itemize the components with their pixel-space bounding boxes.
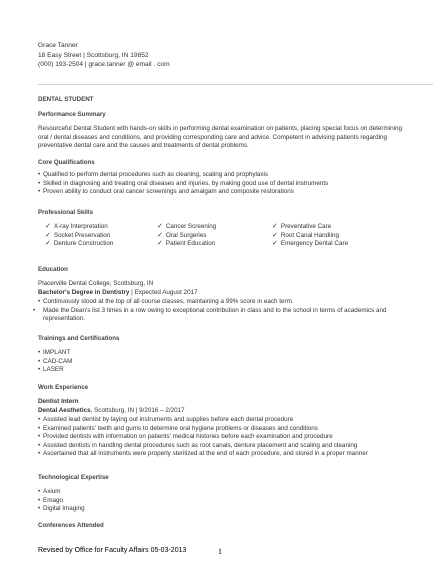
resume-title: DENTAL STUDENT [38,96,94,103]
performance-summary-text: Resourceful Dental Student with hands-on skills in performing dental examination on patients, placing special focus on determining oral / dental diseases and conditions, and providing corresponding care and advice. Competent in advising patients regarding preventative dental care and the causes and treatments of dental problems. [38,125,403,150]
list-item: • Ascertained that all instruments were properly sterilized at the end of each procedure, and stored in a proper manner [38,450,368,457]
technological-expertise-list [38,488,418,514]
list-item: • Proven ability to conduct oral cancer screenings and amalgam and composite restorations [38,188,294,195]
skills-row [45,231,405,240]
work-employer-line [38,407,185,416]
skill-item: Cancer Screening [165,223,217,230]
list-item: • Digital Imaging [38,505,85,512]
skill-item: Oral Surgeries [165,231,207,239]
education-degree: Bachelor's Degree in Dentistry [38,289,130,296]
skill-item: Socket Preservation [53,231,111,239]
skill-item: X-ray Interpretation [53,223,108,230]
skills-row [45,222,405,231]
work-experience-heading: Work Experience [38,384,89,391]
education-degree-line [38,289,198,298]
education-school: Placerville Dental College, Scottsburg, IN [38,280,154,287]
list-item: • LASER [38,366,64,373]
header-divider [38,84,433,85]
check-icon: ✓ [157,230,163,239]
candidate-phone-email: (000) 193-2504 | grace.tanner @ email . com [38,61,170,68]
skill-item: Root Canal Handling [280,231,339,239]
page-number: 1 [218,547,222,556]
check-icon: ✓ [157,239,163,248]
check-icon: ✓ [45,239,51,248]
list-item: • IMPLANT [38,349,71,356]
candidate-name: Grace Tanner [38,42,78,49]
skill-item: Patient Education [165,240,216,248]
skill-item: Denture Construction [53,240,114,248]
contact-block [38,41,170,70]
conferences-heading: Conferences Attended [38,522,104,529]
check-icon: ✓ [45,222,51,230]
list-item: • Assisted lead dentist by laying out instruments and supplies before each dental procedure [38,416,294,423]
work-employer: Dental Aesthetics [38,407,91,414]
list-item: • Assisted dentists in handling dental procedures such as root canals, denture placement and scaling and cleaning [38,441,358,449]
list-item: • Made the Dean's list 3 times in a row owing to exceptional contribution in class and to the school in terms of academics and representation. [33,306,387,322]
trainings-heading: Trainings and Certifications [38,335,120,342]
list-item: • Skilled in diagnosing and treating oral diseases and injuries, by making good use of dental instruments [38,179,329,187]
check-icon: ✓ [272,230,278,239]
work-duties-list [38,416,418,459]
education-heading: Education [38,266,68,273]
core-qualifications-list [38,171,418,197]
list-item: • Provided dentists with information on patients' medical histories before each examination and procedure [38,433,333,440]
check-icon: ✓ [272,239,278,248]
footer-revised-note: Revised by Office for Faculty Affairs 05-03-2013 [38,547,187,554]
professional-skills-heading: Professional Skills [38,209,94,216]
list-item: • Continuously stood at the top of all course classes, maintaining a 99% score in each term. [38,298,294,305]
skill-item: Emergency Dental Care [280,240,349,248]
trainings-list [38,349,418,375]
work-location-dates: , Scottsburg, IN | 9/2016 – 2/2017 [90,407,185,414]
list-item: • Emago [38,496,63,504]
work-role: Dentist Intern [38,398,79,405]
list-item: • Axium [38,488,61,495]
list-item: • CAD-CAM [38,357,73,365]
check-icon: ✓ [272,222,278,230]
list-item: • Examined patients' teeth and gums to determine oral hygiene problems or diseases and conditions [38,424,318,432]
performance-summary-heading: Performance Summary [38,111,106,118]
check-icon: ✓ [157,222,163,230]
list-item: • Qualified to perform dental procedures such as cleaning, scaling and prophylaxis [38,171,269,178]
skill-item: Preventative Care [280,223,332,230]
education-expected-date: | Expected August 2017 [129,289,198,296]
professional-skills-grid [45,222,405,248]
technological-expertise-heading: Technological Expertise [38,474,109,481]
check-icon: ✓ [45,230,51,239]
education-list [33,298,418,324]
candidate-address: 18 Easy Street | Scottsburg, IN 19852 [38,51,149,59]
skills-row [45,239,405,248]
core-qualifications-heading: Core Qualifications [38,159,95,166]
